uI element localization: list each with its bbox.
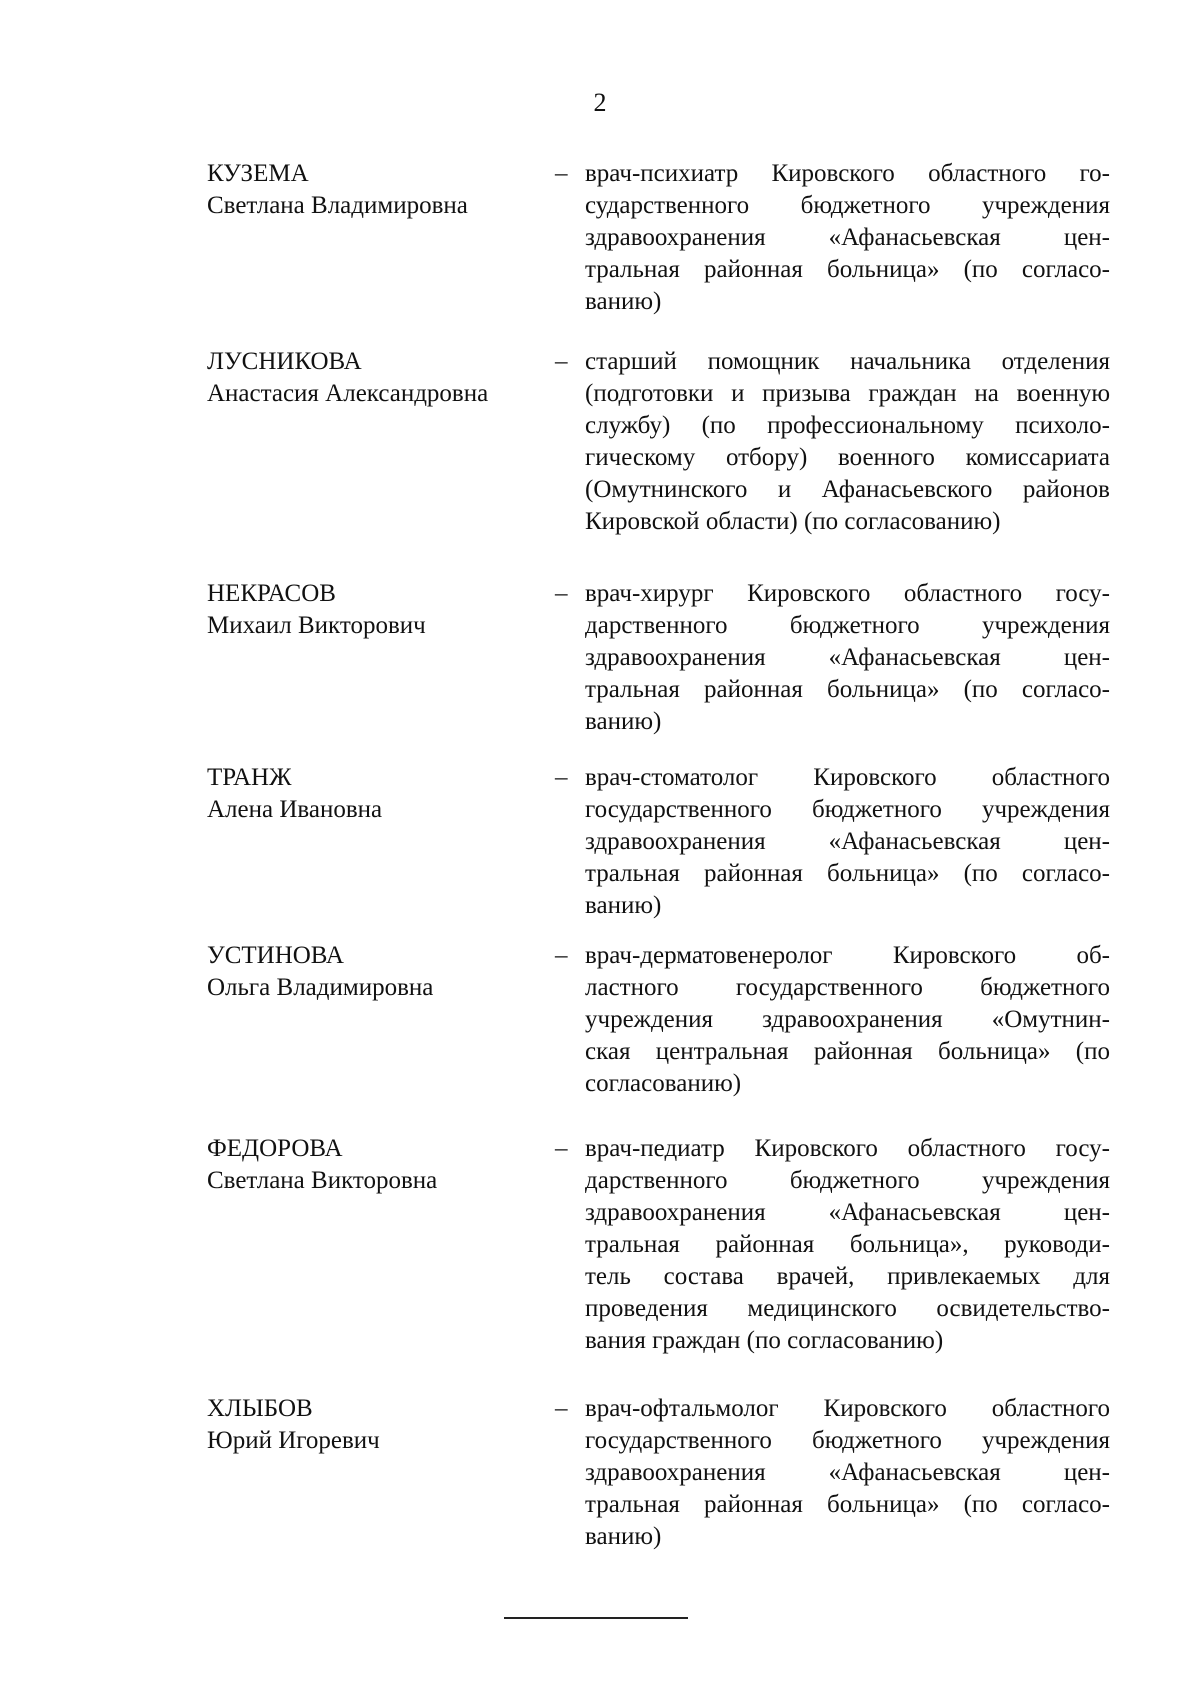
position-line: вания граждан (по согласованию) bbox=[585, 1327, 944, 1354]
surname: НЕКРАСОВ bbox=[207, 580, 336, 607]
dash: – bbox=[555, 1135, 568, 1162]
position-line: ванию) bbox=[585, 288, 662, 315]
position-line: врач-стоматолог Кировского областного bbox=[585, 764, 1110, 791]
position-line: проведения медицинского освидетельство- bbox=[585, 1295, 1110, 1322]
person-name bbox=[207, 346, 547, 410]
position-line: Кировской области) (по согласованию) bbox=[585, 508, 1001, 535]
position-line: здравоохранения «Афанасьевская цен- bbox=[585, 1459, 1110, 1486]
position-line: врач-офтальмолог Кировского областного bbox=[585, 1395, 1110, 1422]
position-line: здравоохранения «Афанасьевская цен- bbox=[585, 828, 1110, 855]
end-of-list-rule bbox=[504, 1617, 688, 1619]
position-description bbox=[555, 762, 1110, 922]
position-line: ванию) bbox=[585, 892, 662, 919]
dash: – bbox=[555, 942, 568, 969]
dash: – bbox=[555, 580, 568, 607]
position-line: дарственного бюджетного учреждения bbox=[585, 612, 1110, 639]
position-line: сударственного бюджетного учреждения bbox=[585, 192, 1110, 219]
position-line: государственного бюджетного учреждения bbox=[585, 796, 1110, 823]
position-description bbox=[555, 346, 1110, 538]
position-line: здравоохранения «Афанасьевская цен- bbox=[585, 1199, 1110, 1226]
position-line: врач-дерматовенеролог Кировского об- bbox=[585, 942, 1110, 969]
position-line: тральная районная больница» (по согласо- bbox=[585, 1491, 1110, 1518]
position-description bbox=[555, 940, 1110, 1100]
position-line: ская центральная районная больница» (по bbox=[585, 1038, 1110, 1065]
position-line: тральная районная больница» (по согласо- bbox=[585, 676, 1110, 703]
person-name bbox=[207, 1393, 547, 1457]
position-line: тральная районная больница», руководи- bbox=[585, 1231, 1110, 1258]
position-line: врач-психиатр Кировского областного го- bbox=[585, 160, 1110, 187]
surname: ХЛЫБОВ bbox=[207, 1395, 313, 1422]
position-description bbox=[555, 158, 1110, 318]
page-number: 2 bbox=[593, 88, 607, 117]
surname: ТРАНЖ bbox=[207, 764, 292, 791]
position-line: ластного государственного бюджетного bbox=[585, 974, 1110, 1001]
position-line: дарственного бюджетного учреждения bbox=[585, 1167, 1110, 1194]
given-names: Светлана Викторовна bbox=[207, 1167, 438, 1194]
given-names: Михаил Викторович bbox=[207, 612, 426, 639]
dash: – bbox=[555, 1395, 568, 1422]
given-names: Светлана Владимировна bbox=[207, 192, 468, 219]
position-line: согласованию) bbox=[585, 1070, 742, 1097]
position-line: врач-педиатр Кировского областного госу- bbox=[585, 1135, 1110, 1162]
position-line: ванию) bbox=[585, 1523, 662, 1550]
person-name bbox=[207, 762, 547, 826]
person-name bbox=[207, 578, 547, 642]
position-description bbox=[555, 578, 1110, 738]
given-names: Алена Ивановна bbox=[207, 796, 383, 823]
position-line: тральная районная больница» (по согласо- bbox=[585, 256, 1110, 283]
position-line: здравоохранения «Афанасьевская цен- bbox=[585, 644, 1110, 671]
position-description bbox=[555, 1393, 1110, 1553]
given-names: Ольга Владимировна bbox=[207, 974, 434, 1001]
surname: ЛУСНИКОВА bbox=[207, 348, 362, 375]
surname: ФЕДОРОВА bbox=[207, 1135, 343, 1162]
position-line: здравоохранения «Афанасьевская цен- bbox=[585, 224, 1110, 251]
position-line: гическому отбору) военного комиссариата bbox=[585, 444, 1110, 471]
position-line: службу) (по профессиональному психоло- bbox=[585, 412, 1110, 439]
given-names: Анастасия Александровна bbox=[207, 380, 489, 407]
person-name bbox=[207, 1133, 547, 1197]
dash: – bbox=[555, 764, 568, 791]
person-name bbox=[207, 940, 547, 1004]
position-line: тральная районная больница» (по согласо- bbox=[585, 860, 1110, 887]
position-line: государственного бюджетного учреждения bbox=[585, 1427, 1110, 1454]
position-line: тель состава врачей, привлекаемых для bbox=[585, 1263, 1110, 1290]
position-line: (Омутнинского и Афанасьевского районов bbox=[585, 476, 1110, 503]
surname: УСТИНОВА bbox=[207, 942, 344, 969]
position-line: врач-хирург Кировского областного госу- bbox=[585, 580, 1110, 607]
dash: – bbox=[555, 348, 568, 375]
person-name bbox=[207, 158, 547, 222]
position-description bbox=[555, 1133, 1110, 1357]
dash: – bbox=[555, 160, 568, 187]
given-names: Юрий Игоревич bbox=[207, 1427, 380, 1454]
position-line: (подготовки и призыва граждан на военную bbox=[585, 380, 1110, 407]
surname: КУЗЕМА bbox=[207, 160, 309, 187]
position-line: старший помощник начальника отделения bbox=[585, 348, 1110, 375]
position-line: учреждения здравоохранения «Омутнин- bbox=[585, 1006, 1110, 1033]
position-line: ванию) bbox=[585, 708, 662, 735]
